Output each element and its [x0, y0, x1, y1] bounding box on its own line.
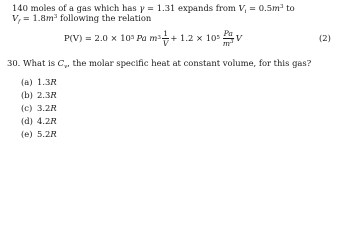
option-value: 2.3 [37, 90, 51, 100]
cv-symbol: C [57, 58, 65, 68]
question-body: , the molar specific heat at constant volume, for this gas? [67, 58, 312, 68]
unit-meter: m [45, 13, 54, 23]
option-value: 5.2 [37, 129, 51, 139]
intro-text: = 1.8 [20, 13, 46, 23]
equation-lhs: P(V) = 2.0 × 10 [64, 33, 131, 43]
fraction-denominator: V [162, 38, 169, 48]
option-value: 3.2 [37, 103, 51, 113]
answer-option-c[interactable] [21, 103, 57, 113]
volume-symbol: V [235, 33, 242, 43]
intro-text: 140 moles of a gas which has [12, 3, 140, 13]
final-subscript: f [18, 19, 21, 25]
option-unit: R [50, 116, 57, 126]
option-tag: (c) [21, 103, 33, 113]
fraction-numerator: 1 [163, 28, 169, 38]
fraction-numerator: Pa [223, 28, 233, 38]
question-text [7, 58, 311, 68]
answer-option-b[interactable] [21, 90, 57, 100]
answer-option-d[interactable] [21, 116, 57, 126]
exponent: 3 [53, 14, 58, 20]
option-value: 1.3 [37, 77, 51, 87]
intro-line-1 [12, 3, 295, 13]
question-body: What is [20, 58, 58, 68]
option-value: 4.2 [37, 116, 51, 126]
option-unit: R [50, 77, 57, 87]
intro-text: = 0.5 [246, 3, 273, 13]
option-tag: (d) [21, 116, 33, 126]
option-unit: R [50, 103, 57, 113]
equation-number: (2) [319, 33, 331, 43]
answer-option-a[interactable] [21, 77, 57, 87]
initial-subscript: i [244, 9, 247, 15]
question-number: 30. [7, 58, 21, 68]
option-tag: (b) [21, 90, 33, 100]
answer-option-e[interactable] [21, 129, 57, 139]
unit-pa-m: Pa m [136, 33, 158, 43]
cv-subscript: v [64, 64, 68, 70]
intro-line-2 [12, 13, 151, 23]
pressure-equation: P(V) = 2.0 × 10 5 Pa m 3 $\frac{1}{V}$ + 1.2 × 10 5 $\frac{Pa}{m^3}$ V [64, 28, 242, 48]
intro-text: following the relation [57, 13, 152, 23]
option-unit: R [50, 90, 57, 100]
option-tag: (e) [21, 129, 33, 139]
fraction-denominator [222, 39, 235, 48]
gamma-symbol: γ [139, 3, 145, 13]
fraction-pa-over-m3 [222, 29, 235, 48]
intro-text: to [283, 3, 295, 13]
option-unit: R [50, 129, 57, 139]
fraction-one-over-v [162, 29, 169, 48]
initial-volume-symbol: V [238, 3, 245, 13]
equation-second-term: + 1.2 × 10 [170, 33, 217, 43]
exponent: 3 [230, 38, 234, 45]
exponent: 3 [280, 4, 284, 10]
unit-meter: m [272, 3, 280, 13]
final-volume-symbol: V [12, 13, 19, 23]
unit-meter: m [222, 38, 231, 48]
option-tag: (a) [21, 77, 33, 87]
intro-text: = 1.31 expands from [144, 3, 239, 13]
